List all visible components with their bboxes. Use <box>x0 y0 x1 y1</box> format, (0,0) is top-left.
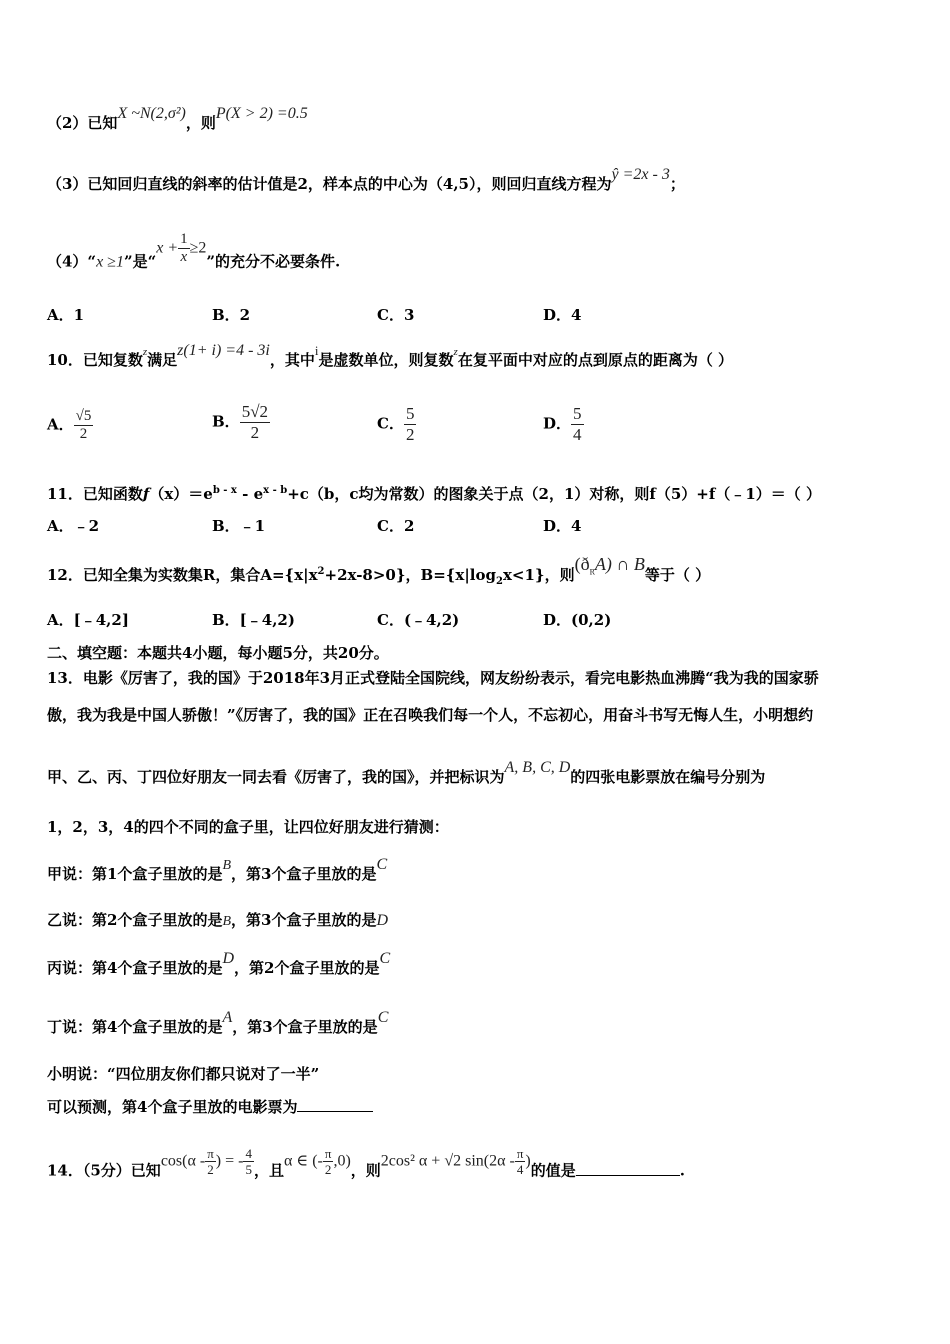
fraction-4-over-5 <box>243 1146 254 1177</box>
q9-item-3 <box>47 166 685 195</box>
q10-option-b <box>212 402 270 443</box>
frac-den: 2 <box>324 1162 332 1177</box>
math-cos-condition <box>161 1146 254 1177</box>
math-alpha-pre: α ∈ (- <box>283 1152 323 1170</box>
exponent-b-minus-x: b - x <box>212 485 237 496</box>
math-expr-post: ) <box>525 1152 531 1170</box>
frac-den: 2 <box>207 1162 214 1177</box>
math-alpha-post: ,0) <box>333 1152 351 1170</box>
guess-text-a: 乙说：第2个盒子里放的是 <box>47 911 223 929</box>
fraction-option-d <box>571 404 584 445</box>
guess-text-b: ，第3个盒子里放的是 <box>231 911 377 929</box>
q9-item-2-prefix: （2）已知 <box>47 114 118 132</box>
q9-item-4-prefix: （4）“ <box>47 252 97 271</box>
q14-end: . <box>679 1161 685 1180</box>
fraction-option-c <box>404 404 417 445</box>
fraction-pi-over-2 <box>205 1146 216 1177</box>
q11-stem <box>47 481 821 504</box>
q13-guess-bing <box>47 950 391 979</box>
frac-den: 5 <box>245 1162 252 1177</box>
q12-stem <box>47 554 711 593</box>
fraction-option-a <box>74 408 94 443</box>
guess-math-1: A <box>222 1009 233 1026</box>
q10-stem <box>47 342 734 372</box>
frac-den: 2 <box>250 423 260 442</box>
q9-option-d: D．4 <box>543 306 582 324</box>
math-i: i <box>314 343 319 358</box>
q11-text-1: 11．已知函数 <box>47 485 143 503</box>
q10-text-1: 10．已知复数 <box>47 351 143 369</box>
q13-predict <box>47 1097 373 1117</box>
q14-text-1: 14．（5分）已知 <box>47 1161 161 1180</box>
guess-text-a: 丁说：第4个盒子里放的是 <box>47 1018 223 1036</box>
guess-math-1: D <box>222 950 235 967</box>
q10-text-3: ，其中 <box>269 351 315 369</box>
math-target-expr <box>381 1146 531 1177</box>
q12-option-c: C．(﹣4,2) <box>377 611 460 629</box>
frac-den: x <box>180 249 188 265</box>
fraction-pi-over-2b <box>323 1146 334 1177</box>
q9-option-a: A．1 <box>47 306 85 324</box>
q10-text-2: 满足 <box>147 351 178 369</box>
log-base-2: 2 <box>496 576 503 587</box>
q9-item-3-text: （3）已知回归直线的斜率的估计值是2，样本点的中心为（4,5），则回归直线方程为 <box>47 175 612 193</box>
fraction-option-b <box>240 402 270 443</box>
q10-option-d <box>543 404 584 445</box>
answer-blank-14[interactable] <box>576 1161 680 1176</box>
q12-option-b: B．[﹣4,2) <box>212 611 295 629</box>
math-x-ge-1: x ≥1 <box>96 253 124 271</box>
q11-text-2: （x）＝e <box>149 485 213 503</box>
q13-line-1: 13．电影《厉害了，我的国》于2018年3月正式登陆全国院线，网友纷纷表示，看完电影热血沸腾“我为我的国家骄 <box>47 669 819 687</box>
q10-text-4: 是虚数单位，则复数 <box>318 351 454 369</box>
math-x-plus: x + <box>156 239 179 257</box>
answer-blank-13[interactable] <box>297 1097 373 1112</box>
math-expr-pre: 2cos² α + √2 sin(2α - <box>380 1152 515 1170</box>
q11-option-c: C．2 <box>377 517 415 535</box>
q11-option-b: B．﹣1 <box>212 517 266 535</box>
math-complex-eq: z(1+ i) =4 - 3i <box>177 342 270 359</box>
q10-text-5: 在复平面中对应的点到原点的距离为（ ） <box>457 351 734 369</box>
math-z: z <box>142 346 148 358</box>
frac-num: 1 <box>180 231 188 247</box>
section-heading-fill-in: 二、填空题：本题共4小题，每小题5分，共20分。 <box>47 644 389 662</box>
q13-line-3 <box>47 759 766 788</box>
frac-num: 5√2 <box>241 402 269 421</box>
guess-math-2: D <box>376 912 389 929</box>
q13-guess-jia <box>47 856 388 886</box>
q13-predict-text: 可以预测，第4个盒子里放的电影票为 <box>47 1098 298 1116</box>
frac-num: √5 <box>75 408 92 424</box>
guess-math-1: B <box>222 858 232 873</box>
math-cos-mid: ) = - <box>215 1152 244 1170</box>
math-x-plus-inv-x <box>156 231 206 266</box>
guess-text-a: 甲说：第1个盒子里放的是 <box>47 865 223 883</box>
option-label: A． <box>47 415 74 434</box>
frac-num: π <box>324 1146 332 1161</box>
math-normal-dist: X ~N(2,σ²) <box>117 105 186 122</box>
frac-num: 5 <box>405 404 415 423</box>
option-label: C． <box>377 414 404 433</box>
q9-item-2-mid: ，则 <box>185 114 216 132</box>
q14-stem <box>47 1146 685 1187</box>
guess-math-2: C <box>379 950 391 967</box>
q13-xiaoming: 小明说：“四位朋友你们都只说对了一半” <box>47 1065 320 1083</box>
q11-option-a: A．﹣2 <box>47 517 100 535</box>
math-cos-pre: cos(α - <box>160 1152 206 1170</box>
q11-option-d: D．4 <box>543 517 582 535</box>
math-alpha-range <box>284 1146 351 1177</box>
guess-math-2: C <box>377 1009 389 1026</box>
fraction-pi-over-4 <box>515 1146 526 1177</box>
guess-text-b: ，第3个盒子里放的是 <box>231 865 377 883</box>
guess-math-2: C <box>376 856 388 873</box>
math-f: f <box>142 485 150 503</box>
q9-item-4-suffix: ”的充分不必要条件. <box>206 252 341 271</box>
math-probability: P(X > 2) =0.5 <box>215 105 308 122</box>
math-z-2: z <box>453 346 458 358</box>
frac-den: 4 <box>516 1162 524 1177</box>
q12-text-4: 等于（ ） <box>644 566 711 584</box>
q13-line-3a: 甲、乙、丙、丁四位好朋友一同去看《厉害了，我的国》，并把标识为 <box>47 768 505 786</box>
math-complement-open: (ð <box>574 554 590 574</box>
option-label: D． <box>543 414 572 433</box>
frac-num: 5 <box>573 404 582 423</box>
q14-text-2: ，且 <box>253 1161 284 1180</box>
q14-text-3: ，则 <box>350 1161 381 1180</box>
q11-text-4: +c（b，c均为常数）的图象关于点（2，1）对称，则f（5）+f（﹣1）＝（ ） <box>287 485 821 503</box>
q13-guess-yi <box>47 910 388 932</box>
frac-den: 4 <box>573 425 582 444</box>
q12-text-2: +2x-8>0}，B={x|log <box>324 566 496 584</box>
guess-text-b: ，第2个盒子里放的是 <box>234 959 380 977</box>
q12-option-a: A．[﹣4,2] <box>47 611 129 629</box>
q9-item-4-mid: ”是“ <box>123 252 157 271</box>
q13-line-2: 傲，我为我是中国人骄傲！”《厉害了，我的国》正在召唤我们每一个人，不忘初心，用奋斗书写无悔人生，小明想约 <box>47 706 814 724</box>
math-ge-2: ≥2 <box>189 239 207 257</box>
exponent-2: 2 <box>317 566 325 577</box>
q12-text-1: 12．已知全集为实数集R，集合A={x|x <box>47 566 318 584</box>
guess-text-a: 丙说：第4个盒子里放的是 <box>47 959 223 977</box>
q12-option-d: D．(0,2) <box>543 611 612 629</box>
fraction-1-over-x <box>178 231 190 266</box>
math-complement-r: R <box>589 567 595 577</box>
q10-option-a <box>47 408 93 443</box>
q13-line-3b: 的四张电影票放在编号分别为 <box>570 768 766 786</box>
guess-text-b: ，第3个盒子里放的是 <box>232 1018 378 1036</box>
frac-den: 2 <box>79 426 88 442</box>
q10-option-c <box>377 404 416 445</box>
frac-num: 4 <box>245 1146 252 1161</box>
option-label: B． <box>212 412 240 431</box>
frac-num: π <box>516 1146 524 1161</box>
math-complement-set <box>574 554 645 577</box>
exponent-x-minus-b: x - b <box>263 485 288 496</box>
math-abcd: A, B, C, D <box>504 759 571 776</box>
q9-option-c: C．3 <box>377 306 415 324</box>
q13-line-4: 1，2，3，4的四个不同的盒子里，让四位好朋友进行猜测： <box>47 818 449 836</box>
q9-option-b: B．2 <box>212 306 251 324</box>
math-complement-rest: A) ∩ B <box>594 554 645 574</box>
frac-num: π <box>207 1146 214 1161</box>
q13-guess-ding <box>47 1009 389 1038</box>
q12-text-3: x<1}，则 <box>502 566 575 584</box>
q14-text-4: 的值是 <box>530 1161 576 1180</box>
q11-text-3: - e <box>236 485 264 503</box>
q9-item-4 <box>47 231 341 280</box>
math-regression-eq: ŷ =2x - 3 <box>611 166 670 183</box>
guess-math-1: B <box>222 914 232 929</box>
q9-item-3-end: ； <box>669 175 685 193</box>
frac-den: 2 <box>405 425 415 444</box>
q9-item-2 <box>47 105 308 134</box>
